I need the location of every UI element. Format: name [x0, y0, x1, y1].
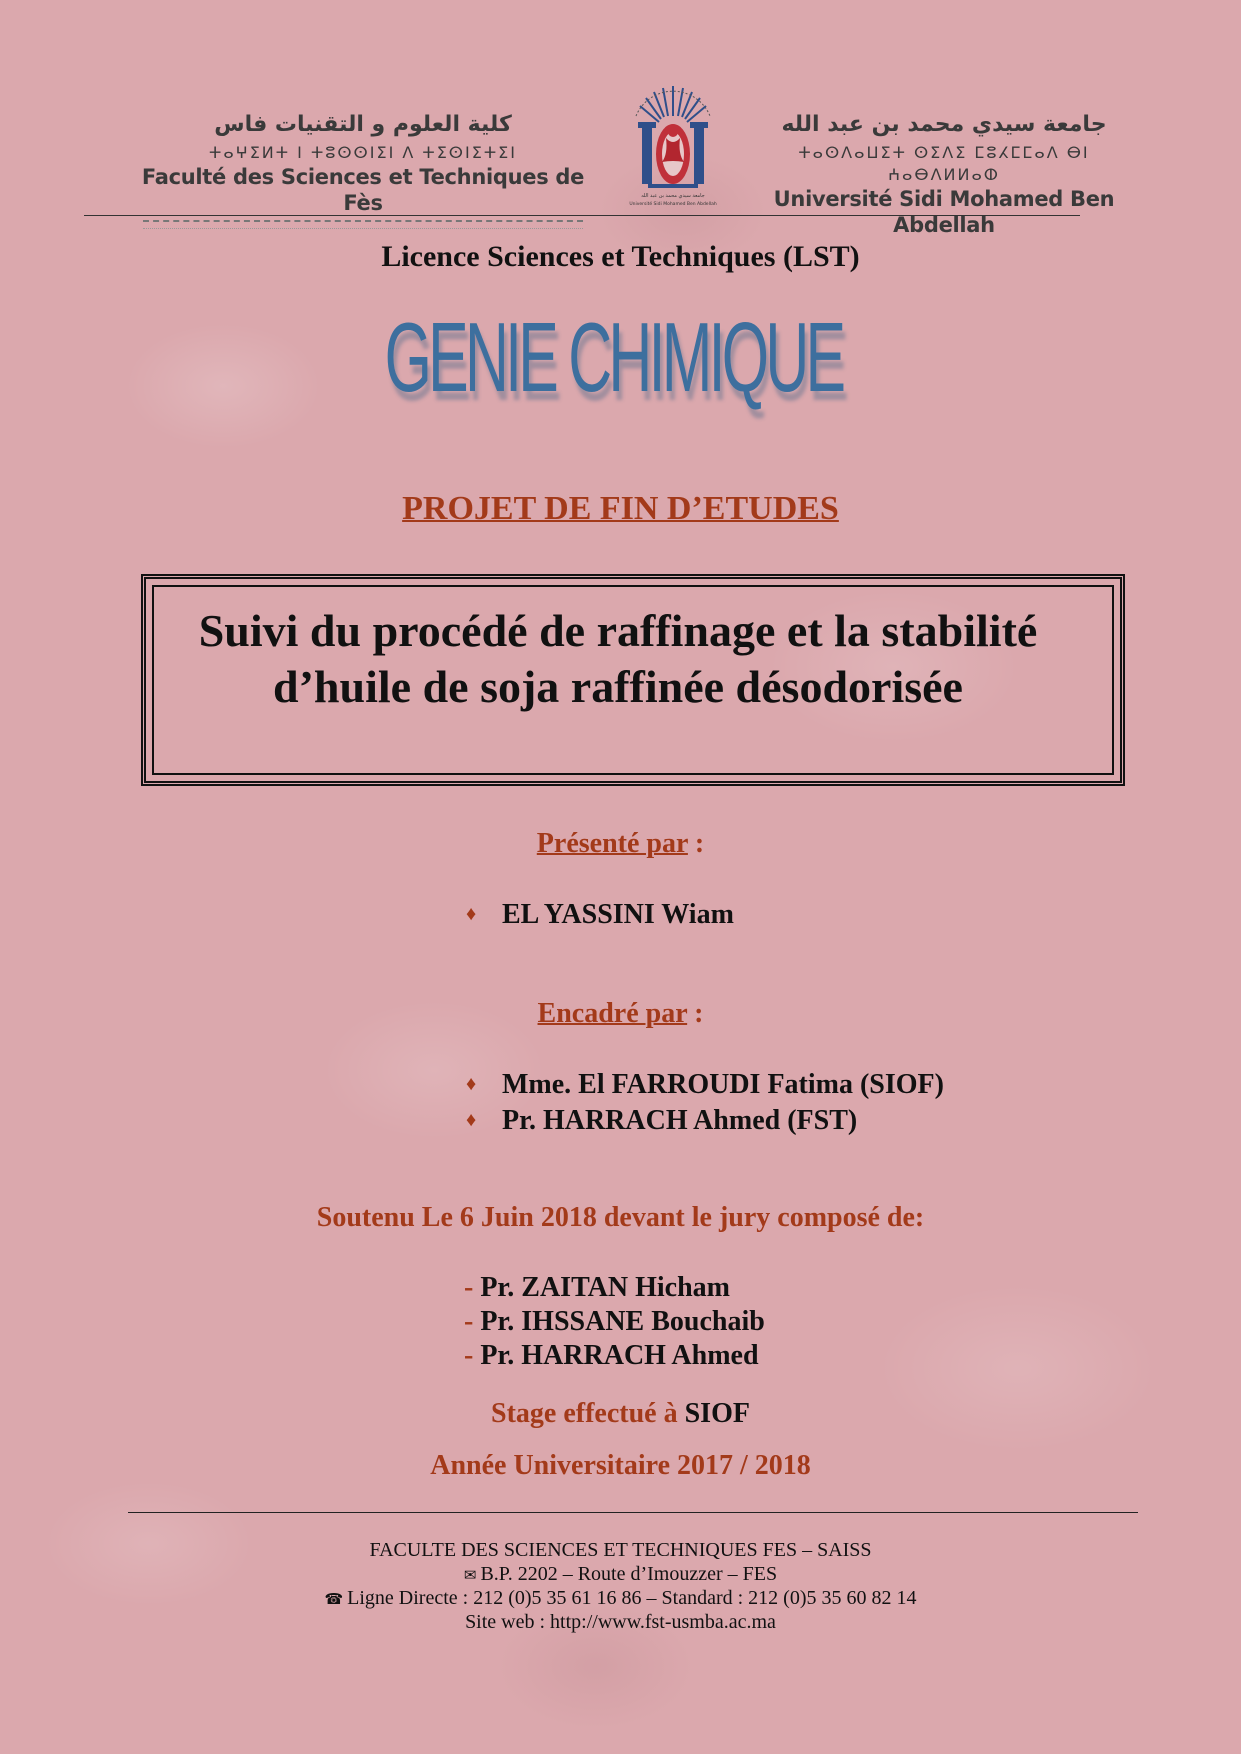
supervisor-item	[466, 1102, 857, 1139]
footer-phone: ☎ Ligne Directe : 212 (0)5 35 61 16 86 – Standard : 212 (0)5 35 60 82 14	[324, 1587, 917, 1609]
diamond-bullet-icon: ♦	[466, 1073, 477, 1095]
defense-statement: Soutenu Le 6 Juin 2018 devant le jury composé de:	[316, 1202, 925, 1233]
presented-by-label: Présenté par :	[536, 828, 705, 859]
thesis-title-line-1: Suivi du procédé de raffinage et la stabilité	[198, 605, 1038, 656]
university-name-arabic: جامعة سيدي محمد بن عبد الله	[781, 112, 1107, 137]
header-divider	[84, 215, 1080, 216]
telephone-icon: ☎	[324, 1590, 344, 1608]
footer-institution: FACULTE DES SCIENCES ET TECHNIQUES FES – SAISS	[369, 1539, 872, 1561]
emblem-text-arabic: جامعة سيدي محمد بن عبد الله	[641, 193, 705, 199]
field-title: GENIE CHIMIQUE	[384, 302, 843, 412]
footer-address: ✉ B.P. 2202 – Route d’Imouzzer – FES	[463, 1563, 778, 1585]
jury-member: - Pr. ZAITAN Hicham	[464, 1272, 731, 1303]
supervisor-name: Pr. HARRACH Ahmed (FST)	[502, 1105, 858, 1136]
university-name-tifinagh: ⵜⴰⵙⴷⴰⵡⵉⵜ ⵙⵉⴷⵉ ⵎⵓⵃⵎⵎⴰⴷ ⴱⵏ ⵄⴰⴱⴷⵍⵍⴰⵀ	[798, 143, 1090, 184]
envelope-icon: ✉	[463, 1566, 477, 1584]
university-name-french: Université Sidi Mohamed Ben Abdellah	[773, 187, 1115, 237]
faculty-name-french: Faculté des Sciences et Techniques de Fès	[141, 165, 585, 215]
supervised-by-label: Encadré par :	[537, 998, 704, 1029]
program-title: Licence Sciences et Techniques (LST)	[381, 240, 860, 273]
faculty-header	[128, 112, 598, 229]
thesis-title-box	[141, 574, 1125, 786]
decorative-dashes	[143, 220, 583, 229]
student-name: EL YASSINI Wiam	[502, 899, 734, 930]
thesis-title	[146, 603, 1120, 715]
jury-member: - Pr. HARRACH Ahmed	[464, 1340, 759, 1371]
footer-website[interactable]: Site web : http://www.fst-usmba.ac.ma	[465, 1611, 776, 1633]
thesis-title-line-2: d’huile de soja raffinée désodorisée	[273, 661, 963, 712]
diamond-bullet-icon: ♦	[466, 903, 477, 925]
faculty-name-tifinagh: ⵜⴰⵖⵉⵍⵜ ⵏ ⵜⵓⵙⵙⵏⵉⵏ ⴷ ⵜⵉⵙⵏⵉⵜⵉⵏ	[209, 143, 517, 162]
supervisor-name: Mme. El FARROUDI Fatima (SIOF)	[502, 1069, 944, 1100]
supervisor-item	[466, 1066, 944, 1103]
student-item	[466, 896, 734, 933]
diamond-bullet-icon: ♦	[466, 1109, 477, 1131]
emblem-text-french: Université Sidi Mohamed Ben Abdellah	[629, 202, 717, 207]
faculty-name-arabic: كلية العلوم و التقنيات فاس	[214, 112, 512, 137]
footer-divider	[128, 1512, 1138, 1513]
document-type: PROJET DE FIN D’ETUDES	[402, 490, 839, 527]
jury-member: - Pr. IHSSANE Bouchaib	[464, 1306, 765, 1337]
academic-year: Année Universitaire 2017 / 2018	[430, 1450, 811, 1481]
internship-line: Stage effectué à SIOF	[491, 1398, 750, 1429]
university-emblem-icon	[628, 76, 718, 210]
internship-company: SIOF	[684, 1398, 750, 1429]
university-header	[748, 112, 1140, 238]
